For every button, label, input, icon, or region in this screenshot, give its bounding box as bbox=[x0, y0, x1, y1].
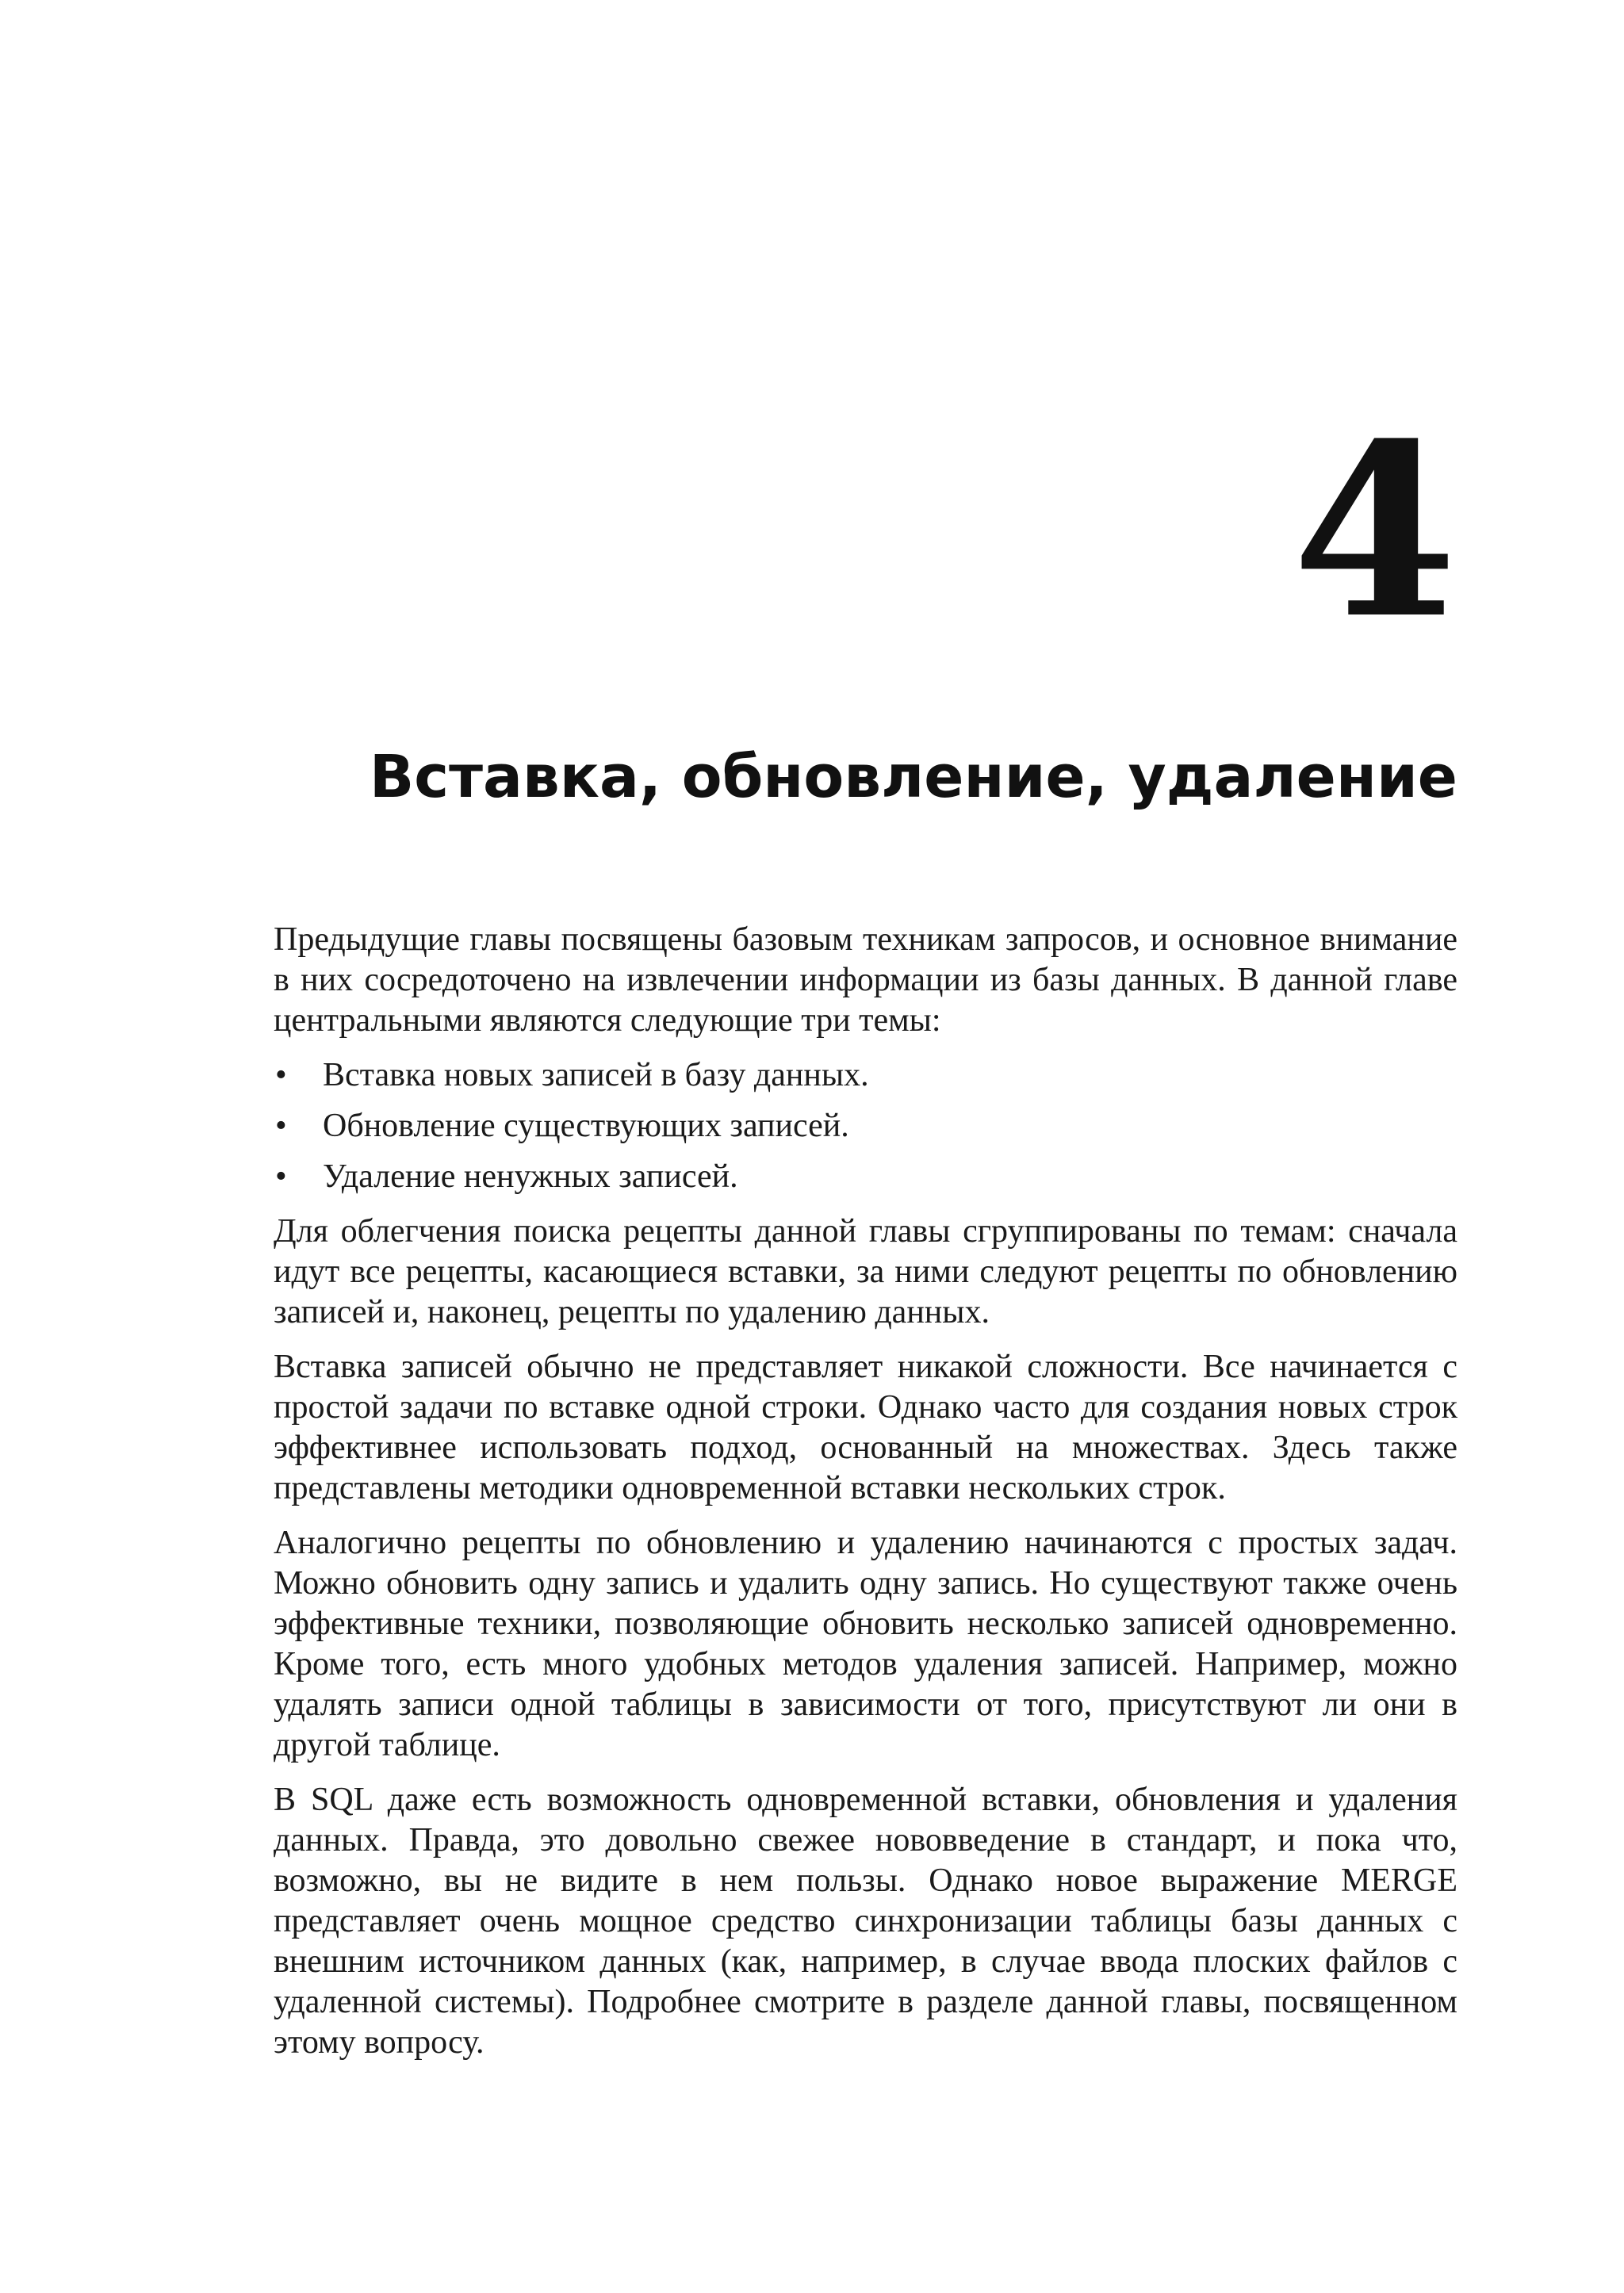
list-item bbox=[274, 1106, 1457, 1146]
grouping-paragraph: Для облегчения поиска рецепты данной главы сгруппированы по темам: сначала идут все рецепты, касающиеся вставки, за ними следуют рецепты по обновлению записей и, наконец, рецепты по удалению данных. bbox=[274, 1213, 1457, 1330]
update-delete-paragraph: Аналогично рецепты по обновлению и удалению начинаются с простых задач. Можно обновить одну запись и удалить одну запись. Но существуют также очень эффективные техники, позволяющие обновить несколько записей одновременно. Кроме того, есть много удобных методов удаления записей. Например, можно удалять записи одной таблицы в зависимости от того, присутствуют ли они в другой таблице. bbox=[274, 1525, 1457, 1763]
chapter-number: 4 bbox=[1292, 391, 1457, 671]
chapter-title: Вставка, обновление, удаление bbox=[369, 743, 1457, 811]
list-item-text: Обновление существующих записей. bbox=[323, 1108, 849, 1144]
topics-list bbox=[274, 1055, 1457, 1197]
insert-paragraph: Вставка записей обычно не представляет никакой сложности. Все начинается с простой задачи по вставке одной строки. Однако часто для создания новых строк эффективнее использовать подход, основанный на множествах. Здесь также представлены методики одновременной вставки нескольких строк. bbox=[274, 1349, 1457, 1506]
list-item bbox=[274, 1157, 1457, 1197]
list-item bbox=[274, 1055, 1457, 1096]
chapter-body bbox=[274, 920, 1457, 2077]
bullet-icon: • bbox=[275, 1158, 287, 1195]
bullet-icon: • bbox=[275, 1108, 287, 1144]
bullet-icon: • bbox=[275, 1057, 287, 1093]
list-item-text: Удаление ненужных записей. bbox=[323, 1158, 738, 1195]
intro-paragraph: Предыдущие главы посвящены базовым техникам запросов, и основное внимание в них сосредоточено на извлечении информации из базы данных. В данной главе центральными являются следующие три темы: bbox=[274, 921, 1457, 1039]
list-item-text: Вставка новых записей в базу данных. bbox=[323, 1057, 869, 1093]
merge-paragraph: В SQL даже есть возможность одновременной вставки, обновления и удаления данных. Правда, это довольно свежее нововведение в стандарт, и пока что, возможно, вы не видите в нем пользы. Однако новое выражение MERGE представляет очень мощное средство синхронизации таблицы базы данных с внешним источником данных (как, например, в случае ввода плоских файлов с удаленной системы). Подробнее смотрите в разделе данной главы, посвященном этому вопросу. bbox=[274, 1782, 1457, 2061]
